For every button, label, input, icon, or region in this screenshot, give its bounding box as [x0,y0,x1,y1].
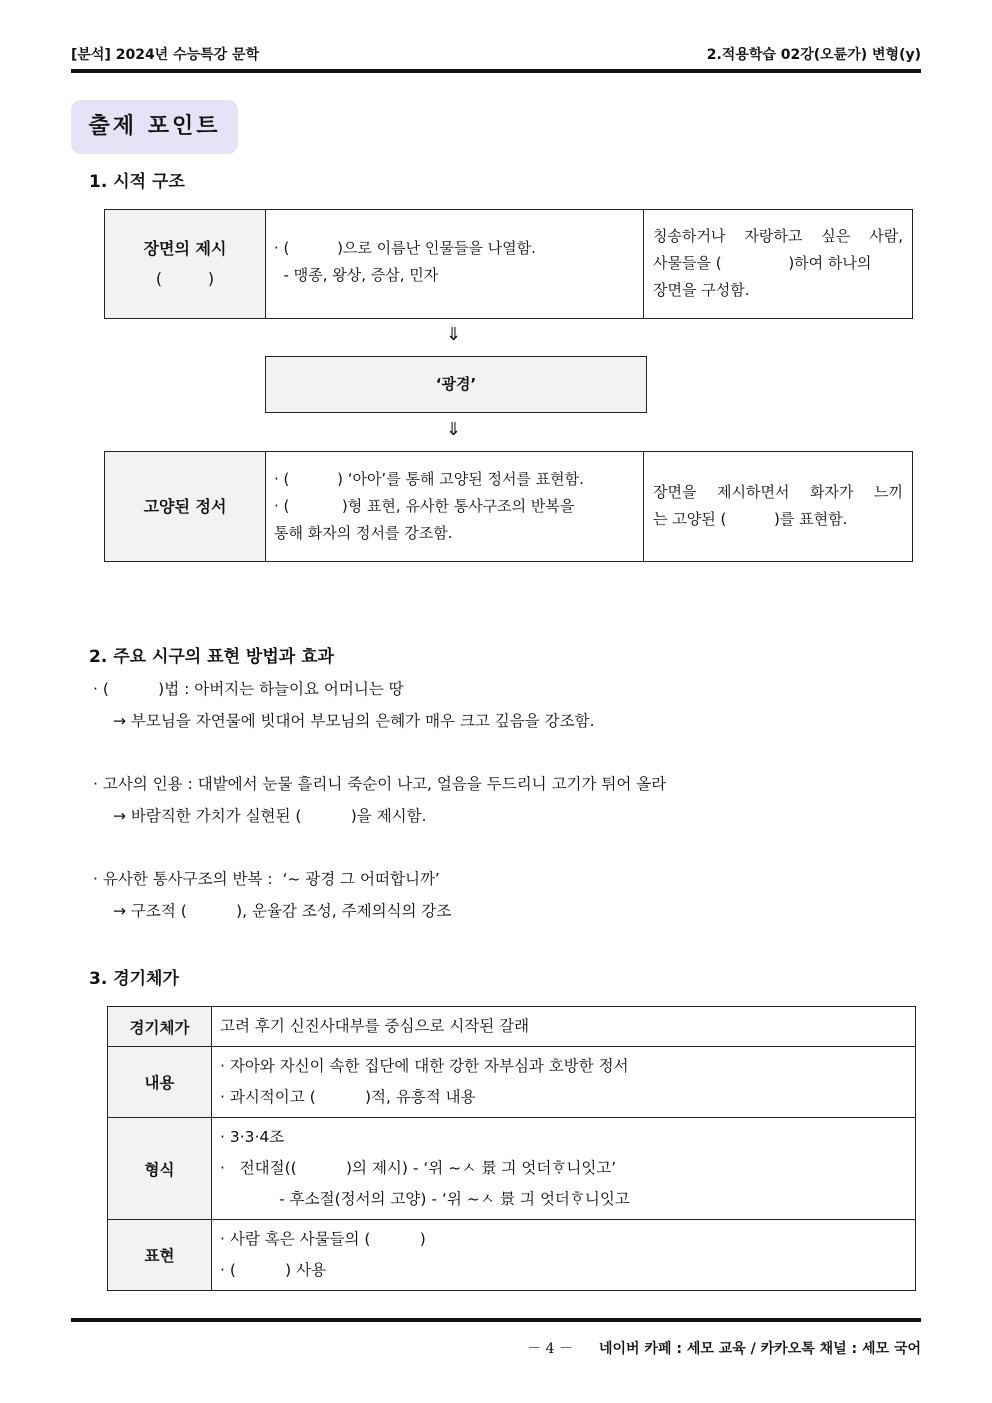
emotion-label: 고양된 정서 [143,497,227,516]
header-left: [분석] 2024년 수능특강 문학 [71,47,260,63]
emotion-label-cell [104,451,266,562]
row-header: 표현 [108,1220,212,1291]
row-line: · 3·3·4조 [220,1128,285,1146]
down-arrow-icon: ⇓ [446,419,462,440]
row-header: 경기체가 [108,1007,212,1047]
expression-effect: → 구조적 ( ), 운율감 조성, 주제의식의 강조 [113,902,452,920]
scene-box: ‘광경’ [265,356,647,413]
table-row [108,1047,916,1118]
expression-effect: → 바람직한 가치가 실현된 ( )을 제시함. [113,807,427,825]
emotion-mid-cell [265,451,644,562]
emotion-mid-line: · ( ) ‘아아’를 통해 고양된 정서를 표현함. [274,470,584,488]
row-line: · ( ) 사용 [220,1261,327,1279]
table-row [108,1007,916,1047]
structure-right-cell [643,209,913,319]
structure-right-line: 사물들을 ( )하여 하나의 [653,254,872,272]
emotion-mid-line: 통해 화자의 정서를 강조함. [274,524,453,542]
section-badge: 출제 포인트 [71,100,238,154]
footer [527,1338,921,1358]
row-content [212,1220,916,1291]
structure-mid-line: · ( )으로 이름난 인물들을 나열함. [274,239,536,257]
row-content [212,1047,916,1118]
emotion-mid-line: · ( )형 표현, 유사한 통사구조의 반복을 [274,497,575,515]
down-arrow-icon: ⇓ [446,324,462,345]
structure-mid-cell [265,209,644,319]
row-line: · 전대절(( )의 제시) - ‘위 ~ㅅ 景 긔 엇더ᄒᆞ니잇고’ [220,1159,617,1177]
structure-label: 장면의 제시 [143,239,227,258]
row-content [212,1007,916,1047]
emotion-right-line: 장면을 제시하면서 화자가 느끼 [653,483,903,501]
row-line: · 과시적이고 ( )적, 유흥적 내용 [220,1088,476,1106]
expression-item: · ( )법 : 아버지는 하늘이요 어머니는 땅 [93,680,404,698]
structure-label-blank: ( ) [155,269,215,288]
row-line: - 후소절(정서의 고양) - ‘위 ~ㅅ 景 긔 엇더ᄒᆞ니잇고 [220,1190,630,1208]
section1-title: 1. 시적 구조 [89,172,185,192]
header-divider [71,69,921,73]
row-header: 형식 [108,1118,212,1220]
row-header: 내용 [108,1047,212,1118]
section3-title: 3. 경기체가 [89,969,179,989]
structure-label-cell [104,209,266,319]
row-line: 고려 후기 신진사대부를 중심으로 시작된 갈래 [220,1017,530,1035]
row-line: · 사람 혹은 사물들의 ( ) [220,1230,426,1248]
page-number: － 4 － [527,1341,573,1357]
expression-item: · 유사한 통사구조의 반복 : ‘~ 광경 그 어떠합니까’ [93,870,440,888]
expression-effect: → 부모님을 자연물에 빗대어 부모님의 은혜가 매우 크고 깊음을 강조함. [113,712,595,730]
footer-text: 네이버 카페 : 세모 교육 / 카카오톡 채널 : 세모 국어 [598,1341,921,1357]
row-line: · 자아와 자신이 속한 집단에 대한 강한 자부심과 호방한 정서 [220,1057,629,1075]
structure-right-line: 장면을 구성함. [653,281,750,299]
table-row [108,1118,916,1220]
emotion-right-line: 는 고양된 ( )를 표현함. [653,510,848,528]
table-row [108,1220,916,1291]
emotion-right-cell [643,451,913,562]
structure-right-line: 칭송하거나 자랑하고 싶은 사람, [653,227,903,245]
gyeonggi-table [107,1006,916,1291]
expression-item: · 고사의 인용 : 대밭에서 눈물 흘리니 죽순이 나고, 얼음을 두드리니 고기가 튀어 올라 [93,775,667,793]
footer-divider [71,1318,921,1322]
section2-title: 2. 주요 시구의 표현 방법과 효과 [89,647,334,667]
structure-mid-line: - 맹종, 왕상, 증삼, 민자 [274,266,439,284]
row-content [212,1118,916,1220]
header-right: 2.적용학습 02강(오륜가) 변형(y) [706,47,921,63]
